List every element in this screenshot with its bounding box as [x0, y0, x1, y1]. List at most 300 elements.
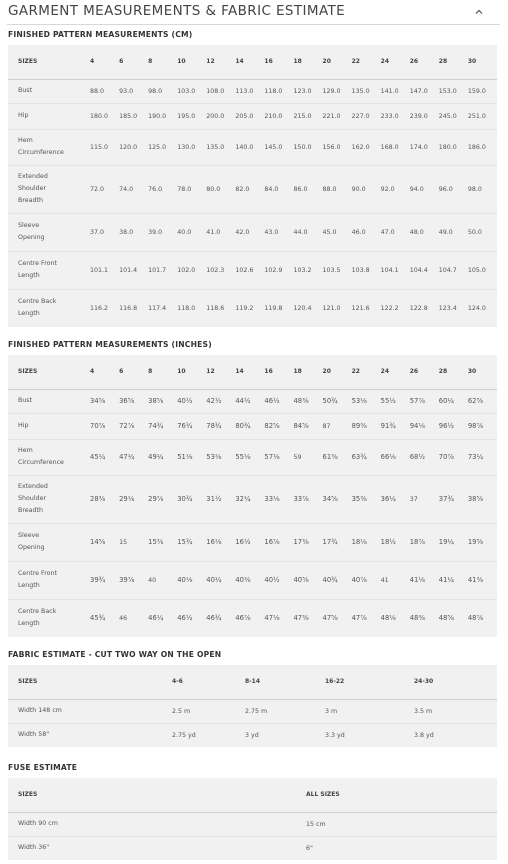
measurement-cell: 53⅛ — [351, 397, 367, 405]
measurement-cell: 55½ — [380, 397, 396, 405]
measurement-cell: 36⅝ — [119, 397, 135, 405]
row-label-line: Opening — [18, 544, 45, 551]
measurement-cell: 40¾ — [322, 576, 338, 584]
measurement-cell: 141.0 — [380, 87, 399, 95]
row-label-line: Centre Front — [18, 570, 57, 577]
row-label — [8, 413, 90, 439]
row-label-line: Sleeve — [18, 532, 40, 539]
measurement-cell: 86.0 — [293, 185, 308, 193]
row-label-line: Breadth — [18, 197, 43, 204]
measurement-cell: 113.0 — [235, 87, 254, 95]
row-label-line: Length — [18, 272, 40, 279]
measurement-cell: 50¾ — [322, 397, 338, 405]
measurement-cell: 200.0 — [206, 112, 225, 120]
measurement-cell: 33⅞ — [293, 495, 309, 503]
table-row — [8, 79, 497, 103]
row-label-line: Shoulder — [18, 495, 47, 502]
measurement-cell: 41⅛ — [409, 576, 425, 584]
measurement-cell: 49.0 — [438, 228, 453, 236]
measurement-cell: 46 — [119, 614, 128, 622]
measurement-cell: 40½ — [177, 397, 193, 405]
row-label-line: Sleeve — [18, 222, 40, 229]
measurement-cell: 47⅞ — [351, 614, 367, 623]
measurement-cell: 120.0 — [119, 143, 138, 151]
measurement-cell: 59 — [293, 453, 302, 461]
size-column-header: 18 — [293, 58, 302, 66]
row-label-line: Length — [18, 582, 40, 589]
row-label — [8, 79, 90, 103]
row-label — [8, 523, 90, 561]
measurement-cell: 135.0 — [351, 87, 370, 95]
measurement-cell: 185.0 — [119, 112, 138, 120]
row-label-line: Centre Back — [18, 608, 57, 616]
inches-table-title: FINISHED PATTERN MEASUREMENTS (INCHES) — [8, 340, 212, 349]
measurement-cell: 47⅝ — [322, 614, 338, 623]
measurement-cell: 46.0 — [351, 228, 366, 236]
estimate-cell: 2.75 m — [245, 707, 268, 715]
accordion-header[interactable] — [7, 0, 500, 25]
size-column-header: 14 — [235, 58, 244, 66]
row-label — [8, 103, 90, 129]
measurement-cell: 162.0 — [351, 143, 370, 151]
measurement-cell: 125.0 — [148, 143, 167, 151]
measurement-cell: 116.8 — [119, 304, 138, 312]
measurement-cell: 39⅞ — [119, 576, 135, 584]
measurement-cell: 233.0 — [380, 112, 399, 120]
measurement-cell: 103.8 — [351, 266, 370, 274]
measurement-cell: 88.0 — [90, 87, 105, 95]
measurement-cell: 205.0 — [235, 112, 254, 120]
row-label-line: Circumference — [18, 149, 64, 156]
size-column-header: 28 — [438, 58, 448, 66]
measurement-cell: 76¾ — [177, 422, 193, 430]
fuse-estimate-table — [8, 778, 497, 860]
measurement-cell: 101.4 — [119, 266, 138, 274]
measurement-cell: 121.0 — [322, 304, 341, 312]
measurement-cell: 48⅜ — [409, 614, 425, 623]
measurement-cell: 38⅝ — [148, 397, 164, 405]
measurement-cell: 104.4 — [409, 266, 428, 274]
row-label — [8, 129, 90, 165]
measurement-cell: 120.4 — [293, 304, 312, 312]
measurement-cell: 122.8 — [409, 304, 428, 312]
measurement-cell: 94.0 — [409, 185, 424, 193]
measurement-cell: 53⅛ — [206, 453, 222, 461]
measurement-cell: 35⅜ — [351, 495, 367, 503]
measurement-cell: 41 — [380, 576, 389, 584]
measurement-cell: 180.0 — [90, 112, 109, 120]
table-row — [8, 103, 497, 129]
fuse-estimate-title: FUSE ESTIMATE — [8, 763, 78, 772]
estimate-cell: 3.8 yd — [414, 731, 434, 739]
measurement-cell: 72⅞ — [119, 422, 135, 430]
estimate-cell: 6" — [306, 844, 313, 852]
fabric-estimate-title: FABRIC ESTIMATE - CUT TWO WAY ON THE OPEN — [8, 650, 222, 659]
row-label-line: Circumference — [18, 459, 64, 466]
measurement-cell: 39¾ — [90, 576, 106, 584]
size-column-header: 14 — [235, 368, 244, 376]
measurement-cell: 48⅛ — [380, 614, 396, 623]
measurement-cell: 15 — [119, 538, 128, 546]
size-column-header: 30 — [467, 368, 477, 376]
measurement-cell: 118.0 — [264, 87, 283, 95]
size-column-header: 16 — [264, 58, 273, 66]
row-label: Width 90 cm — [18, 820, 58, 827]
measurement-cell: 156.0 — [322, 143, 341, 151]
row-label-line: Length — [18, 310, 40, 318]
table-header-row — [8, 355, 497, 389]
measurement-cell: 118.6 — [206, 304, 225, 312]
measurement-cell: 17⅜ — [293, 538, 309, 546]
table-row — [8, 699, 497, 723]
estimate-cell: 2.75 yd — [172, 731, 196, 739]
table-row — [8, 289, 497, 327]
measurement-cell: 180.0 — [438, 143, 457, 151]
measurement-cell: 40⅞ — [351, 576, 367, 584]
measurement-cell: 150.0 — [293, 143, 312, 151]
measurement-cell: 40⅝ — [293, 576, 309, 584]
measurement-cell: 227.0 — [351, 112, 370, 120]
measurement-cell: 62⅝ — [467, 397, 484, 405]
measurement-cell: 117.4 — [148, 304, 167, 312]
measurement-cell: 19⅝ — [467, 538, 484, 546]
measurement-cell: 93.0 — [119, 87, 134, 95]
measurement-cell: 41.0 — [206, 228, 221, 236]
row-label-line: Shoulder — [18, 185, 47, 192]
row-label — [8, 213, 90, 251]
row-label — [8, 475, 90, 523]
measurement-cell: 91¾ — [380, 422, 396, 430]
row-label-line: Centre Back — [18, 298, 57, 306]
measurement-cell: 122.2 — [380, 304, 399, 312]
row-label-line: Breadth — [18, 507, 43, 514]
measurement-cell: 47.0 — [380, 228, 395, 236]
row-label: Width 148 cm — [18, 707, 62, 714]
measurement-cell: 46½ — [177, 614, 193, 623]
measurement-cell: 96.0 — [438, 185, 453, 193]
row-label: Width 58" — [18, 731, 50, 739]
measurement-cell: 215.0 — [293, 112, 312, 120]
row-label — [8, 599, 90, 637]
sizes-header: SIZES — [18, 367, 38, 375]
row-label-line: Hem — [18, 447, 33, 454]
row-label-line: Extended — [18, 483, 48, 490]
row-label — [8, 289, 90, 327]
measurement-cell: 70⅞ — [438, 453, 455, 461]
table-header-row — [8, 45, 497, 79]
size-column-header: 24 — [380, 368, 389, 376]
measurement-cell: 30¾ — [177, 495, 193, 503]
measurement-cell: 72.0 — [90, 185, 105, 193]
section-heading: GARMENT MEASUREMENTS & FABRIC ESTIMATE — [8, 3, 346, 19]
row-label-line: Hip — [18, 422, 29, 429]
measurement-cell: 36¼ — [380, 495, 396, 503]
measurement-cell: 115.0 — [90, 143, 109, 151]
size-column-header: 12 — [206, 368, 215, 376]
measurement-cell: 37¾ — [438, 495, 455, 503]
measurement-cell: 147.0 — [409, 87, 428, 95]
estimate-cell: 3 yd — [245, 731, 259, 739]
measurement-cell: 103.5 — [322, 266, 341, 274]
table-row — [8, 836, 497, 860]
measurement-cell: 47⅛ — [264, 614, 280, 623]
measurement-cell: 103.2 — [293, 266, 312, 274]
measurement-cell: 168.0 — [380, 143, 399, 151]
measurement-cell: 40⅛ — [177, 576, 193, 584]
measurement-cell: 190.0 — [148, 112, 167, 120]
table-row — [8, 129, 497, 165]
measurement-cell: 174.0 — [409, 143, 428, 151]
size-column-header: 20 — [322, 368, 331, 376]
measurement-cell: 245.0 — [438, 112, 457, 120]
row-label — [8, 165, 90, 213]
measurement-cell: 195.0 — [177, 112, 196, 120]
measurement-cell: 18⅛ — [351, 538, 367, 546]
measurement-cell: 31½ — [206, 495, 222, 503]
table-row — [8, 723, 497, 747]
measurement-cell: 38⅝ — [467, 495, 484, 503]
size-column-header: 28 — [438, 368, 448, 376]
measurement-cell: 32¼ — [235, 495, 251, 503]
measurement-cell: 46¼ — [148, 614, 164, 623]
measurement-cell: 44½ — [235, 397, 251, 405]
measurement-cell: 40⅜ — [235, 576, 251, 584]
chevron-up-icon[interactable] — [472, 5, 486, 19]
measurement-cell: 102.6 — [235, 266, 254, 274]
measurement-cell: 96½ — [438, 422, 455, 430]
measurement-cell: 45.0 — [322, 228, 337, 236]
measurement-cell: 84⅝ — [293, 422, 309, 430]
table-header-row — [8, 778, 497, 812]
measurement-cell: 68½ — [409, 453, 425, 461]
measurement-cell: 159.0 — [467, 87, 486, 95]
measurement-cell: 16½ — [235, 538, 251, 546]
measurement-cell: 41¼ — [438, 576, 455, 584]
measurement-cell: 48⅜ — [293, 397, 309, 405]
size-column-header: 20 — [322, 58, 331, 66]
measurement-cell: 186.0 — [467, 143, 486, 151]
size-column-header: 6 — [119, 58, 124, 66]
measurement-cell: 90.0 — [351, 185, 366, 193]
row-label — [8, 439, 90, 475]
table-row — [8, 413, 497, 439]
measurement-cell: 92.0 — [380, 185, 395, 193]
measurement-cell: 239.0 — [409, 112, 428, 120]
estimate-cell: 3.3 yd — [325, 731, 345, 739]
measurement-cell: 15¾ — [177, 538, 193, 546]
measurement-cell: 118.0 — [177, 304, 196, 312]
measurement-cell: 130.0 — [177, 143, 196, 151]
measurement-cell: 34⅝ — [90, 397, 106, 405]
measurement-cell: 49¼ — [148, 453, 164, 461]
measurement-cell: 88.0 — [322, 185, 337, 193]
measurement-cell: 43.0 — [264, 228, 279, 236]
row-label: Width 36" — [18, 844, 50, 852]
size-column-header: 26 — [409, 368, 419, 376]
measurement-cell: 51⅛ — [177, 453, 193, 461]
row-label-line: Extended — [18, 173, 48, 180]
measurement-cell: 123.0 — [293, 87, 312, 95]
size-column-header: 22 — [351, 58, 360, 66]
estimate-cell: 15 cm — [306, 820, 326, 828]
measurement-cell: 119.2 — [235, 304, 254, 312]
measurement-cell: 42.0 — [235, 228, 250, 236]
size-column-header: 8 — [148, 58, 153, 66]
measurement-cell: 42½ — [206, 397, 222, 405]
measurement-cell: 33⅛ — [264, 495, 280, 503]
measurement-cell: 76.0 — [148, 185, 163, 193]
measurement-cell: 74.0 — [119, 185, 134, 193]
measurement-cell: 104.7 — [438, 266, 457, 274]
cm-table-title: FINISHED PATTERN MEASUREMENTS (CM) — [8, 30, 193, 39]
measurement-cell: 82⅝ — [264, 422, 280, 430]
size-column-header: 10 — [177, 368, 186, 376]
row-label — [8, 389, 90, 413]
measurement-cell: 101.7 — [148, 266, 167, 274]
measurement-cell: 34⅝ — [322, 495, 338, 503]
size-column-header: 26 — [409, 58, 419, 66]
size-range-header: 8-14 — [245, 678, 261, 686]
size-column-header: 10 — [177, 58, 186, 66]
measurement-cell: 29⅛ — [119, 495, 135, 503]
measurement-cell: 123.4 — [438, 304, 457, 312]
measurement-cell: 116.2 — [90, 304, 109, 312]
measurement-cell: 48⅞ — [467, 614, 484, 623]
measurement-cell: 89⅜ — [351, 422, 367, 430]
measurement-cell: 105.0 — [467, 266, 486, 274]
measurement-cell: 57⅛ — [264, 453, 280, 461]
row-label-line: Opening — [18, 234, 45, 241]
table-row — [8, 251, 497, 289]
measurement-cell: 66⅛ — [380, 453, 396, 461]
measurement-cell: 14⅝ — [90, 538, 106, 546]
row-label-line: Bust — [18, 397, 33, 404]
measurement-cell: 103.0 — [177, 87, 196, 95]
measurement-cell: 82.0 — [235, 185, 250, 193]
table-row — [8, 475, 497, 523]
measurement-cell: 48.0 — [409, 228, 424, 236]
measurement-cell: 55⅛ — [235, 453, 251, 461]
measurement-cell: 39.0 — [148, 228, 163, 236]
measurement-cell: 119.8 — [264, 304, 283, 312]
inches-measurements-table — [8, 355, 497, 637]
row-label-line: Centre Front — [18, 260, 57, 267]
measurement-cell: 140.0 — [235, 143, 254, 151]
measurement-cell: 221.0 — [322, 112, 341, 120]
measurement-cell: 19¼ — [438, 538, 455, 546]
measurement-cell: 40¼ — [206, 576, 222, 584]
measurement-cell: 17¾ — [322, 538, 338, 546]
table-row — [8, 561, 497, 599]
measurement-cell: 121.6 — [351, 304, 370, 312]
measurement-cell: 46⅞ — [235, 614, 251, 623]
table-row — [8, 599, 497, 637]
measurement-cell: 78¾ — [206, 422, 222, 430]
measurement-cell: 98.0 — [467, 185, 482, 193]
table-row — [8, 439, 497, 475]
measurement-cell: 40 — [148, 576, 157, 584]
measurement-cell: 16⅞ — [264, 538, 280, 546]
row-label — [8, 561, 90, 599]
measurement-cell: 73¼ — [467, 453, 484, 461]
measurement-cell: 38.0 — [119, 228, 134, 236]
fabric-estimate-table — [8, 665, 497, 747]
table-row — [8, 523, 497, 561]
table-row — [8, 389, 497, 413]
sizes-header: SIZES — [18, 677, 38, 685]
measurement-cell: 40.0 — [177, 228, 192, 236]
size-column-header: 24 — [380, 58, 389, 66]
measurement-cell: 45¾ — [90, 614, 106, 623]
measurement-cell: 129.0 — [322, 87, 341, 95]
measurement-cell: 98.0 — [148, 87, 163, 95]
measurement-cell: 28⅜ — [90, 495, 106, 503]
measurement-cell: 57⅞ — [409, 397, 425, 405]
sizes-header: SIZES — [18, 57, 38, 65]
size-column-header: 8 — [148, 368, 153, 376]
size-column-header: 12 — [206, 58, 215, 66]
size-range-header: 24-30 — [414, 678, 434, 686]
measurement-cell: 98⅞ — [467, 422, 484, 430]
row-label — [8, 251, 90, 289]
row-label-line: Hem — [18, 137, 33, 144]
measurement-cell: 16⅛ — [206, 538, 222, 546]
size-range-header: 4-6 — [172, 678, 183, 686]
measurement-cell: 60¼ — [438, 397, 455, 405]
size-column-header: 16 — [264, 368, 273, 376]
measurement-cell: 29⅞ — [148, 495, 164, 503]
cm-measurements-table — [8, 45, 497, 327]
measurement-cell: 104.1 — [380, 266, 399, 274]
measurement-cell: 41⅜ — [467, 576, 484, 584]
measurement-cell: 46¾ — [206, 614, 222, 623]
measurement-cell: 70⅞ — [90, 422, 106, 430]
measurement-cell: 18⅞ — [409, 538, 425, 546]
size-column-header: 4 — [90, 368, 95, 376]
measurement-cell: 18½ — [380, 538, 396, 546]
measurement-cell: 48⅝ — [438, 614, 455, 623]
table-header-row — [8, 665, 497, 699]
measurement-cell: 251.0 — [467, 112, 486, 120]
table-row — [8, 213, 497, 251]
measurement-cell: 37 — [409, 495, 418, 503]
row-label-line: Length — [18, 620, 40, 628]
measurement-cell: 63¾ — [351, 453, 367, 461]
measurement-cell: 87 — [322, 422, 331, 430]
measurement-cell: 145.0 — [264, 143, 283, 151]
row-label-line: Bust — [18, 87, 33, 94]
measurement-cell: 78.0 — [177, 185, 192, 193]
size-range-header: ALL SIZES — [306, 791, 340, 799]
measurement-cell: 74¾ — [148, 422, 164, 430]
measurement-cell: 124.0 — [467, 304, 486, 312]
measurement-cell: 84.0 — [264, 185, 279, 193]
measurement-cell: 44.0 — [293, 228, 308, 236]
size-column-header: 6 — [119, 368, 124, 376]
table-row — [8, 812, 497, 836]
estimate-cell: 3 m — [325, 707, 338, 715]
measurement-cell: 45¼ — [90, 453, 106, 461]
measurement-cell: 47¼ — [119, 453, 135, 461]
measurement-cell: 102.3 — [206, 266, 225, 274]
measurement-cell: 101.1 — [90, 266, 109, 274]
measurement-cell: 210.0 — [264, 112, 283, 120]
measurement-cell: 47⅜ — [293, 614, 309, 623]
measurement-cell: 61⅜ — [322, 453, 338, 461]
measurement-cell: 135.0 — [206, 143, 225, 151]
estimate-cell: 3.5 m — [414, 707, 433, 715]
measurement-cell: 102.0 — [177, 266, 196, 274]
